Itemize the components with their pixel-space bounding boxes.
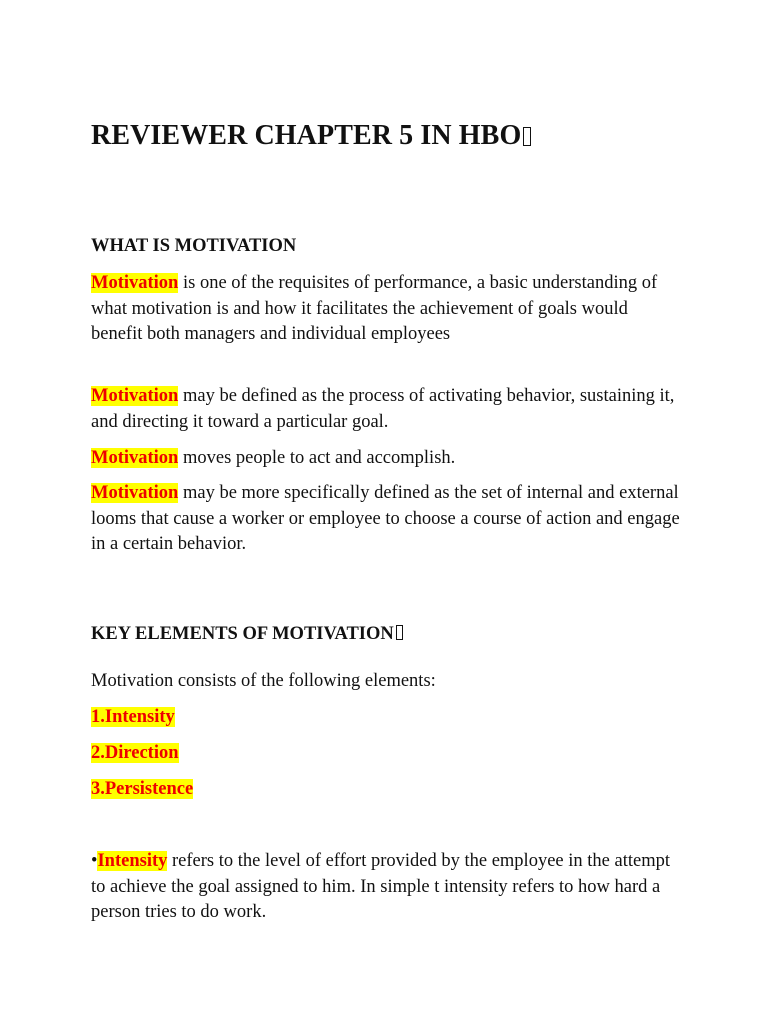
highlighted-term: Motivation xyxy=(91,483,179,503)
elements-intro: Motivation consists of the following elements: xyxy=(91,671,436,691)
section-heading-key-elements: KEY ELEMENTS OF MOTIVATION xyxy=(91,624,403,645)
missing-glyph-box xyxy=(523,127,531,146)
list-item-persistence: 3.Persistence xyxy=(91,779,194,799)
paragraph-motivation-definition-3: Motivation moves people to act and accomplish. xyxy=(91,448,456,468)
list-item-direction: 2.Direction xyxy=(91,743,179,763)
list-item-intensity: 1.Intensity xyxy=(91,707,175,727)
section-heading-what-is-motivation: WHAT IS MOTIVATION xyxy=(91,236,297,256)
bullet: • xyxy=(91,851,98,871)
paragraph-motivation-definition-2: Motivation may be defined as the process of activating behavior, sustaining it, and directing it toward a particular goal. xyxy=(91,386,675,432)
highlighted-term: Motivation xyxy=(91,448,179,468)
paragraph-intensity-detail: •Intensity refers to the level of effort provided by the employee in the attempt to achieve the goal assigned to him. In simple t intensity refers to how hard a person tries to do work. xyxy=(91,851,670,922)
paragraph-motivation-definition-4: Motivation may be more specifically defined as the set of internal and external looms that cause a worker or employee to choose a course of action and engage in a certain behavior. xyxy=(91,483,680,554)
highlighted-term: Motivation xyxy=(91,273,179,293)
missing-glyph-box xyxy=(396,625,403,640)
document-title: REVIEWER CHAPTER 5 IN HBO xyxy=(91,120,531,152)
highlighted-term: Motivation xyxy=(91,386,179,406)
highlighted-term: Intensity xyxy=(97,851,168,871)
paragraph-motivation-definition-1: Motivation is one of the requisites of performance, a basic understanding of what motivation is and how it facilitates the achievement of goals would benefit both managers and individual employees xyxy=(91,273,658,344)
